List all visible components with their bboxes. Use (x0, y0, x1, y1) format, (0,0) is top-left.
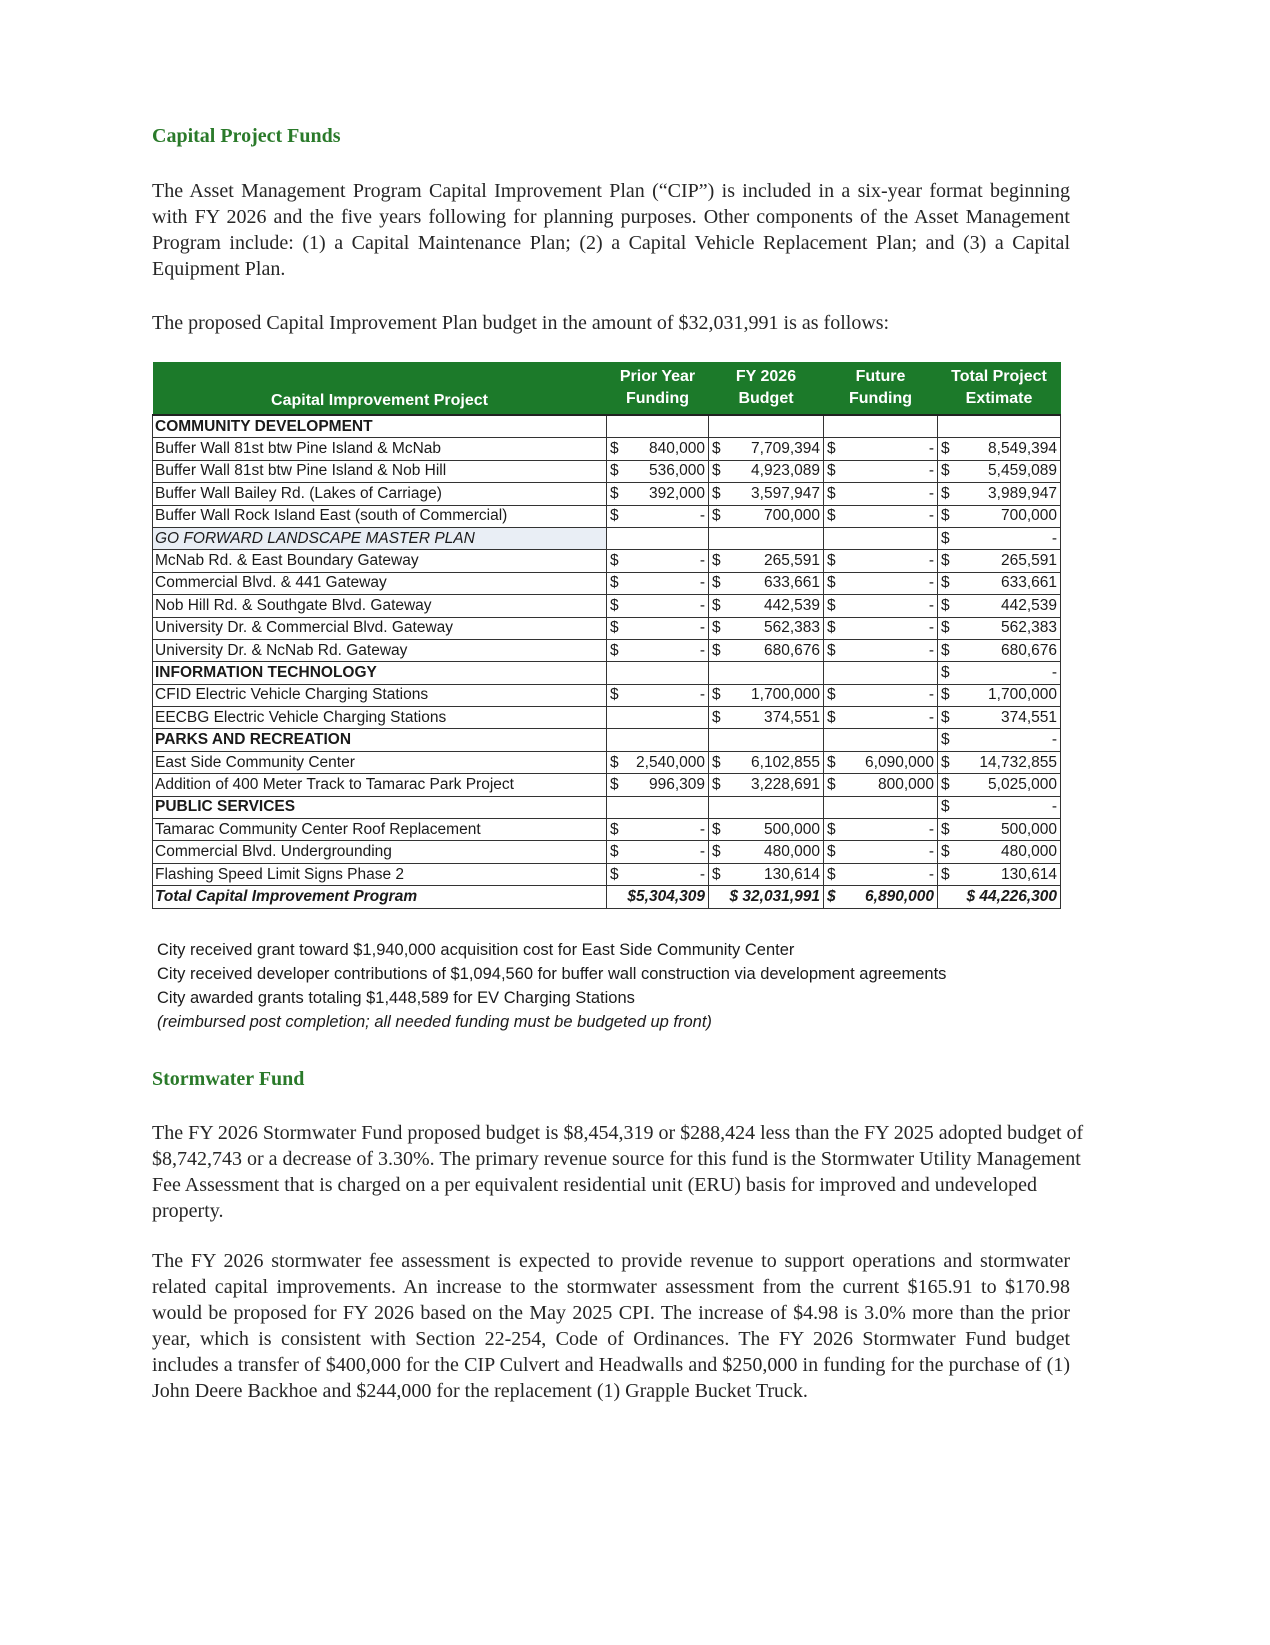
table-row (153, 617, 1061, 639)
cell-prior (607, 684, 709, 706)
cell-fy (709, 483, 824, 505)
cell-value: 2,540,000 (636, 753, 705, 771)
currency-sign: $ (712, 507, 721, 525)
cell-prior (607, 572, 709, 594)
currency-sign: $ (941, 731, 950, 749)
project-name: Nob Hill Rd. & Southgate Blvd. Gateway (153, 595, 607, 617)
section-heading-stormwater-fund: Stormwater Fund (152, 1068, 305, 1090)
cell-value: 500,000 (763, 820, 820, 838)
cell-prior (607, 707, 709, 729)
cell-future (824, 617, 938, 639)
currency-sign: $ (827, 708, 836, 726)
currency-sign: $ (827, 507, 836, 525)
cell-total (938, 595, 1061, 617)
cell-value: 3,989,947 (988, 484, 1057, 502)
cell-value: - (928, 708, 934, 726)
currency-sign: $ (712, 574, 721, 592)
project-name: Buffer Wall Rock Island East (south of Commercial) (153, 505, 607, 527)
currency-sign: $ (712, 552, 721, 570)
project-name: Buffer Wall Bailey Rd. (Lakes of Carriage) (153, 483, 607, 505)
note-grant-community-center: City received grant toward $1,940,000 acquisition cost for East Side Community Center (157, 941, 795, 959)
currency-sign: $ (941, 865, 950, 883)
table-row (153, 707, 1061, 729)
header-project: Capital Improvement Project (153, 362, 607, 415)
cell-prior (607, 662, 709, 684)
note-reimbursed: (reimbursed post completion; all needed funding must be budgeted up front) (157, 1013, 712, 1031)
cell-value: 7,709,394 (751, 440, 820, 458)
cell-fy (709, 617, 824, 639)
total-prior: $5,304,309 (607, 886, 709, 908)
cell-value: 3,597,947 (751, 484, 820, 502)
cell-fy (709, 550, 824, 572)
project-name: Commercial Blvd. Undergrounding (153, 841, 607, 863)
currency-sign: $ (712, 753, 721, 771)
currency-sign: $ (941, 529, 950, 547)
currency-sign: $ (827, 619, 836, 637)
cell-future (824, 505, 938, 527)
cell-value: 8,549,394 (988, 440, 1057, 458)
currency-sign: $ (827, 596, 836, 614)
cell-total (938, 550, 1061, 572)
cell-value: - (699, 865, 705, 883)
currency-sign: $ (610, 865, 619, 883)
cell-value: 680,676 (763, 641, 820, 659)
cell-value: 1,700,000 (751, 686, 820, 704)
cell-value: - (699, 552, 705, 570)
cell-prior (607, 505, 709, 527)
currency-sign: $ (827, 484, 836, 502)
cell-total (938, 751, 1061, 773)
cell-future (824, 639, 938, 661)
cell-future (824, 751, 938, 773)
header-fy-2026: FY 2026 Budget (709, 362, 824, 415)
currency-sign: $ (941, 663, 950, 681)
currency-sign: $ (610, 619, 619, 637)
table-row (153, 863, 1061, 885)
cell-value: 1,700,000 (988, 686, 1057, 704)
cell-prior (607, 438, 709, 460)
table-row (153, 572, 1061, 594)
cell-value: 5,459,089 (988, 462, 1057, 480)
currency-sign: $ (827, 753, 836, 771)
currency-sign: $ (712, 708, 721, 726)
cell-value: 374,551 (1000, 708, 1057, 726)
cell-value: 633,661 (1000, 574, 1057, 592)
cell-prior (607, 527, 709, 549)
header-total: Total Project Extimate (938, 362, 1061, 415)
cell-value: 700,000 (763, 507, 820, 525)
currency-sign: $ (941, 462, 950, 480)
cell-prior (607, 729, 709, 751)
table-row (153, 505, 1061, 527)
cell-fy (709, 774, 824, 796)
stormwater-fee-paragraph: The FY 2026 stormwater fee assessment is expected to provide revenue to support operations and stormwater related capital improvements. An increase to the stormwater assessment from the current $165.91 to $170.98 would be proposed for FY 2026 based on the May 2025 CPI. The increase of $4.98 is 3.0% more than the prior year, which is consistent with Section 22-254, Code of Ordinances. The FY 2026 Stormwater Fund budget includes a transfer of $400,000 for the CIP Culvert and Headwalls and $250,000 in funding for the purchase of (1) John Deere Backhoe and $244,000 for the replacement (1) Grapple Bucket Truck. (152, 1250, 1070, 1402)
cell-total (938, 460, 1061, 482)
table-row (153, 415, 1061, 438)
currency-sign: $ (941, 708, 950, 726)
currency-sign: $ (827, 775, 836, 793)
cell-future (824, 460, 938, 482)
project-name: EECBG Electric Vehicle Charging Stations (153, 707, 607, 729)
cell-future (824, 572, 938, 594)
cell-value: 374,551 (763, 708, 820, 726)
cell-value: - (699, 619, 705, 637)
cell-value: - (928, 552, 934, 570)
cell-fy (709, 729, 824, 751)
cell-value: 442,539 (1000, 596, 1057, 614)
cell-value: 6,090,000 (865, 753, 934, 771)
total-future (824, 886, 938, 908)
cell-value: 5,025,000 (988, 775, 1057, 793)
currency-sign: $ (941, 686, 950, 704)
cell-value: 130,614 (763, 865, 820, 883)
project-name: CFID Electric Vehicle Charging Stations (153, 684, 607, 706)
cell-fy (709, 796, 824, 818)
currency-sign: $ (610, 552, 619, 570)
currency-sign: $ (827, 462, 836, 480)
cell-value: - (699, 641, 705, 659)
cell-fy (709, 415, 824, 438)
cell-prior (607, 796, 709, 818)
cell-total (938, 505, 1061, 527)
cell-future (824, 707, 938, 729)
cell-fy (709, 595, 824, 617)
cell-prior (607, 863, 709, 885)
cell-fy (709, 841, 824, 863)
currency-sign: $ (827, 574, 836, 592)
cell-future (824, 595, 938, 617)
currency-sign: $ (712, 484, 721, 502)
cell-value: - (928, 440, 934, 458)
cell-value: - (699, 820, 705, 838)
project-name: PUBLIC SERVICES (153, 796, 607, 818)
total-label: Total Capital Improvement Program (153, 886, 607, 908)
cell-fy (709, 684, 824, 706)
cell-value: 800,000 (877, 775, 934, 793)
currency-sign: $ (610, 484, 619, 502)
cell-total (938, 774, 1061, 796)
cell-value: 4,923,089 (751, 462, 820, 480)
table-row (153, 595, 1061, 617)
project-name: Tamarac Community Center Roof Replacement (153, 819, 607, 841)
currency-sign: $ (941, 798, 950, 816)
currency-sign: $ (610, 596, 619, 614)
currency-sign: $ (610, 820, 619, 838)
cell-future (824, 662, 938, 684)
cell-future (824, 819, 938, 841)
cell-future (824, 774, 938, 796)
cell-total (938, 684, 1061, 706)
cell-fy (709, 572, 824, 594)
currency-sign: $ (712, 843, 721, 861)
header-future: Future Funding (824, 362, 938, 415)
table-row (153, 639, 1061, 661)
currency-sign: $ (941, 484, 950, 502)
cell-value: 562,383 (763, 619, 820, 637)
cell-fy (709, 639, 824, 661)
currency-sign: $ (712, 775, 721, 793)
cell-total (938, 841, 1061, 863)
table-row (153, 796, 1061, 818)
currency-sign: $ (712, 865, 721, 883)
cell-fy (709, 751, 824, 773)
table-row (153, 438, 1061, 460)
cell-value: 562,383 (1000, 619, 1057, 637)
cell-future (824, 415, 938, 438)
table-row (153, 662, 1061, 684)
currency-sign: $ (610, 462, 619, 480)
stormwater-budget-paragraph: The FY 2026 Stormwater Fund proposed budget is $8,454,319 or $288,424 less than the FY 2025 adopted budget of $8,742,743 or a decrease of 3.30%. The primary revenue source for this fund is the Stormwater Utility Management Fee Assessment that is charged on a per equivalent residential unit (ERU) basis for improved and undeveloped property. (152, 1122, 1084, 1222)
cell-value: 840,000 (648, 440, 705, 458)
currency-sign: $ (941, 552, 950, 570)
cell-future (824, 841, 938, 863)
cell-value: - (699, 507, 705, 525)
cell-value: 996,309 (648, 775, 705, 793)
cell-fy (709, 863, 824, 885)
cell-total (938, 662, 1061, 684)
cell-future (824, 483, 938, 505)
cell-value: 442,539 (763, 596, 820, 614)
cell-value: - (928, 596, 934, 614)
cell-prior (607, 751, 709, 773)
cell-future (824, 550, 938, 572)
cell-value: - (928, 462, 934, 480)
cell-prior (607, 415, 709, 438)
currency-sign: $ (712, 686, 721, 704)
currency-sign: $ (941, 775, 950, 793)
currency-sign: $ (827, 552, 836, 570)
currency-sign: $ (941, 753, 950, 771)
table-row (153, 729, 1061, 751)
cell-value: 680,676 (1000, 641, 1057, 659)
cell-value: - (699, 596, 705, 614)
table-header-row (153, 362, 1061, 415)
table-row (153, 483, 1061, 505)
cell-value: - (928, 641, 934, 659)
cell-total (938, 729, 1061, 751)
project-name: Buffer Wall 81st btw Pine Island & Nob Hill (153, 460, 607, 482)
currency-sign: $ (610, 641, 619, 659)
cell-value: 633,661 (763, 574, 820, 592)
cell-value: - (1051, 731, 1057, 749)
cell-fy (709, 662, 824, 684)
cell-value: 3,228,691 (751, 775, 820, 793)
currency-sign: $ (941, 574, 950, 592)
currency-sign: $ (712, 641, 721, 659)
currency-sign: $ (610, 574, 619, 592)
currency-sign: $ (712, 596, 721, 614)
cell-prior (607, 639, 709, 661)
cell-total (938, 796, 1061, 818)
currency-sign: $ (827, 865, 836, 883)
cell-total (938, 527, 1061, 549)
cell-total (938, 572, 1061, 594)
header-prior-year: Prior Year Funding (607, 362, 709, 415)
cell-value: 265,591 (763, 552, 820, 570)
project-name: Addition of 400 Meter Track to Tamarac Park Project (153, 774, 607, 796)
section-heading-capital-project-funds: Capital Project Funds (152, 125, 341, 147)
cell-fy (709, 460, 824, 482)
table-row (153, 460, 1061, 482)
cell-total (938, 438, 1061, 460)
cell-fy (709, 527, 824, 549)
cell-prior (607, 550, 709, 572)
project-name: Buffer Wall 81st btw Pine Island & McNab (153, 438, 607, 460)
project-name: PARKS AND RECREATION (153, 729, 607, 751)
cell-value: - (928, 865, 934, 883)
currency-sign: $ (712, 440, 721, 458)
cell-value: - (1051, 529, 1057, 547)
cell-prior (607, 819, 709, 841)
currency-sign: $ (827, 820, 836, 838)
project-name: East Side Community Center (153, 751, 607, 773)
cell-future (824, 527, 938, 549)
cell-total (938, 415, 1061, 438)
currency-sign: $ (610, 843, 619, 861)
cell-value: - (928, 484, 934, 502)
table-row (153, 550, 1061, 572)
currency-sign: $ (610, 440, 619, 458)
cell-value: - (699, 843, 705, 861)
cell-value: 536,000 (648, 462, 705, 480)
cell-prior (607, 460, 709, 482)
cell-prior (607, 841, 709, 863)
cell-value: 130,614 (1000, 865, 1057, 883)
cell-prior (607, 483, 709, 505)
project-name: GO FORWARD LANDSCAPE MASTER PLAN (153, 527, 607, 549)
cell-value: - (699, 574, 705, 592)
table-row (153, 684, 1061, 706)
cell-value: - (928, 507, 934, 525)
table-row (153, 527, 1061, 549)
total-fy: $ 32,031,991 (709, 886, 824, 908)
project-name: McNab Rd. & East Boundary Gateway (153, 550, 607, 572)
cell-total (938, 819, 1061, 841)
project-name: INFORMATION TECHNOLOGY (153, 662, 607, 684)
table-row (153, 819, 1061, 841)
currency-sign: $ (941, 507, 950, 525)
currency-sign: $ (941, 641, 950, 659)
cell-value: 500,000 (1000, 820, 1057, 838)
cell-total (938, 639, 1061, 661)
cell-prior (607, 774, 709, 796)
currency-sign: $ (941, 596, 950, 614)
cell-value: - (1051, 798, 1057, 816)
cell-total (938, 617, 1061, 639)
cell-future (824, 729, 938, 751)
currency-sign: $ (827, 887, 836, 905)
cell-value: - (699, 686, 705, 704)
cell-value: - (928, 843, 934, 861)
cell-value: 392,000 (648, 484, 705, 502)
cell-fy (709, 438, 824, 460)
cell-value: 480,000 (1000, 843, 1057, 861)
cell-value: - (928, 820, 934, 838)
project-name: University Dr. & Commercial Blvd. Gateway (153, 617, 607, 639)
table-row (153, 751, 1061, 773)
project-name: Flashing Speed Limit Signs Phase 2 (153, 863, 607, 885)
cell-fy (709, 505, 824, 527)
note-developer-contributions: City received developer contributions of $1,094,560 for buffer wall construction via development agreements (157, 965, 947, 983)
total-row (153, 886, 1061, 908)
currency-sign: $ (827, 641, 836, 659)
cell-prior (607, 595, 709, 617)
cell-total (938, 863, 1061, 885)
currency-sign: $ (827, 440, 836, 458)
cell-value: 14,732,855 (979, 753, 1057, 771)
currency-sign: $ (712, 462, 721, 480)
cell-value: 700,000 (1000, 507, 1057, 525)
table-row (153, 774, 1061, 796)
note-ev-grants: City awarded grants totaling $1,448,589 for EV Charging Stations (157, 989, 635, 1007)
cell-future (824, 863, 938, 885)
cell-value: 6,890,000 (865, 887, 934, 905)
currency-sign: $ (827, 843, 836, 861)
cell-value: 265,591 (1000, 552, 1057, 570)
cell-value: - (928, 574, 934, 592)
currency-sign: $ (610, 753, 619, 771)
cip-table-body (153, 415, 1061, 908)
currency-sign: $ (712, 619, 721, 637)
currency-sign: $ (610, 507, 619, 525)
currency-sign: $ (941, 619, 950, 637)
cell-value: - (928, 619, 934, 637)
currency-sign: $ (941, 440, 950, 458)
cell-value: 6,102,855 (751, 753, 820, 771)
cell-prior (607, 617, 709, 639)
currency-sign: $ (712, 820, 721, 838)
project-name: COMMUNITY DEVELOPMENT (153, 415, 607, 438)
project-name: Commercial Blvd. & 441 Gateway (153, 572, 607, 594)
cell-future (824, 438, 938, 460)
cell-future (824, 796, 938, 818)
cell-fy (709, 707, 824, 729)
currency-sign: $ (941, 820, 950, 838)
cell-value: 480,000 (763, 843, 820, 861)
cell-fy (709, 819, 824, 841)
table-row (153, 841, 1061, 863)
cip-table (152, 362, 1061, 909)
currency-sign: $ (610, 686, 619, 704)
cell-value: - (1051, 663, 1057, 681)
project-name: University Dr. & NcNab Rd. Gateway (153, 639, 607, 661)
total-estimate: $ 44,226,300 (938, 886, 1061, 908)
cip-budget-sentence: The proposed Capital Improvement Plan budget in the amount of $32,031,991 is as follows: (152, 312, 890, 334)
cell-total (938, 707, 1061, 729)
currency-sign: $ (827, 686, 836, 704)
currency-sign: $ (610, 775, 619, 793)
cip-intro-paragraph: The Asset Management Program Capital Improvement Plan (“CIP”) is included in a six-year format beginning with FY 2026 and the five years following for planning purposes. Other components of the Asset Management Program include: (1) a Capital Maintenance Plan; (2) a Capital Vehicle Replacement Plan; and (3) a Capital Equipment Plan. (152, 180, 1070, 280)
currency-sign: $ (941, 843, 950, 861)
cell-total (938, 483, 1061, 505)
cell-value: - (928, 686, 934, 704)
cell-future (824, 684, 938, 706)
